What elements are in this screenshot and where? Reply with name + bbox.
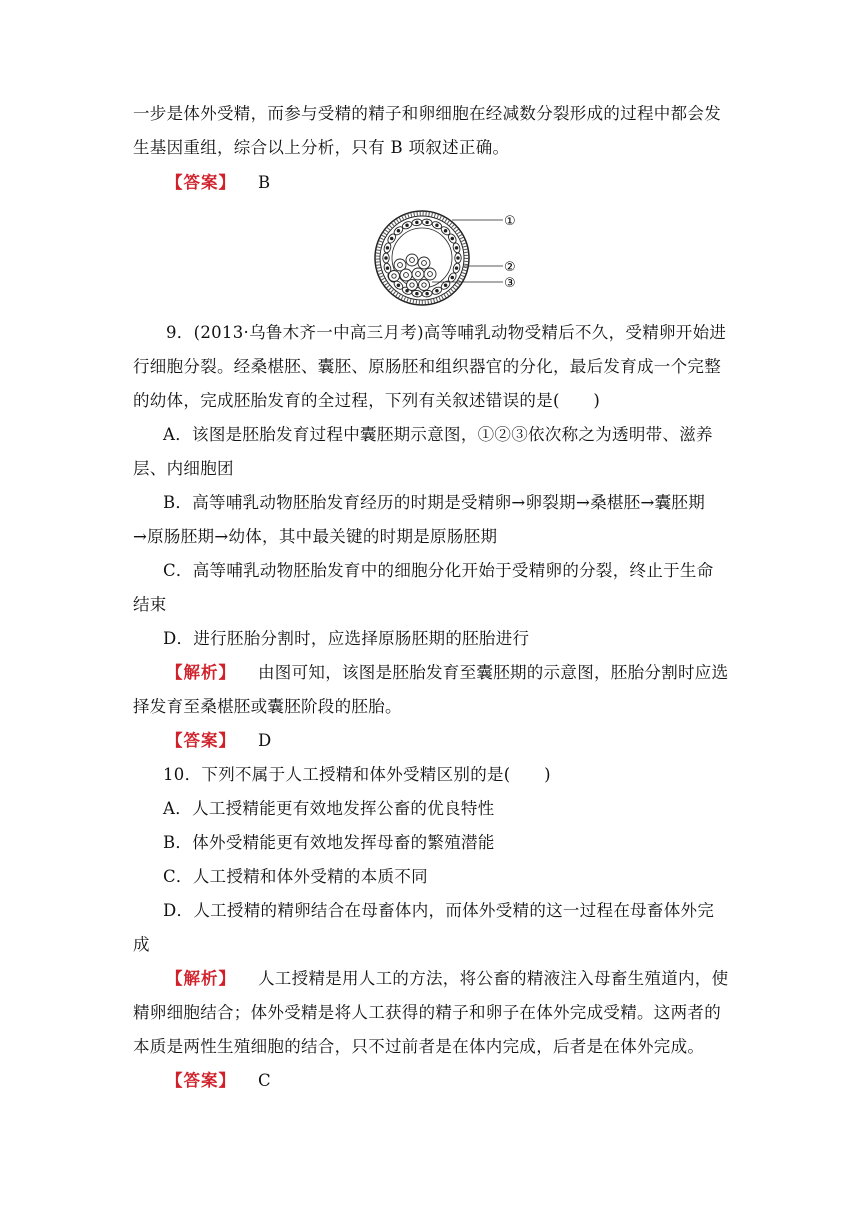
trophoblast-nucleus bbox=[390, 237, 393, 240]
answer-tag: 【答案】 bbox=[166, 731, 236, 750]
q10-option-d-line-2: 成 bbox=[133, 935, 150, 954]
q9-option-a-line-2: 层、内细胞团 bbox=[133, 459, 234, 478]
q9-answer-value: D bbox=[258, 731, 272, 750]
q9-option-c-line-2: 结束 bbox=[133, 595, 167, 614]
trophoblast-nucleus bbox=[455, 267, 458, 270]
trophoblast-nucleus bbox=[436, 289, 439, 292]
trophoblast-nucleus bbox=[397, 229, 400, 232]
q9-option-c-line-1: C．高等哺乳动物胚胎发育中的细胞分化开始于受精卵的分裂，终止于生命 bbox=[163, 561, 714, 580]
q9-stem-line-3: 的幼体，完成胚胎发育的全过程，下列有关叙述错误的是( ) bbox=[133, 391, 601, 410]
trophoblast-nucleus bbox=[451, 237, 454, 240]
q9-option-b-line-1: B．高等哺乳动物胚胎发育经历的时期是受精卵→卵裂期→桑椹胚→囊胚期 bbox=[163, 493, 706, 512]
trophoblast-nucleus bbox=[397, 284, 400, 287]
trophoblast-nucleus bbox=[385, 257, 388, 260]
q9-analysis-text: 由图可知，该图是胚胎发育至囊胚期的示意图，胚胎分割时应选 bbox=[258, 663, 729, 682]
trophoblast-nucleus bbox=[444, 284, 447, 287]
figure-label-1: ① bbox=[504, 214, 516, 229]
q10-option-a: A．人工授精能更有效地发挥公畜的优良特性 bbox=[163, 799, 495, 818]
q9-analysis-line-1 bbox=[133, 656, 731, 690]
q10-analysis-line-2: 精卵细胞结合；体外受精是将人工获得的精子和卵子在体外完成受精。这两者的 bbox=[133, 1003, 721, 1022]
trophoblast-nucleus bbox=[444, 229, 447, 232]
trophoblast-nucleus bbox=[416, 292, 419, 295]
q10-analysis-text: 人工授精是用人工的方法，将公畜的精液注入母畜生殖道内，使 bbox=[258, 969, 729, 988]
explanation-line-1: 一步是体外受精，而参与受精的精子和卵细胞在经减数分裂形成的过程中都会发 bbox=[133, 104, 721, 123]
q9-option-a-line-1: A．该图是胚胎发育过程中囊胚期示意图，①②③依次称之为透明带、滋养 bbox=[163, 425, 713, 444]
q9-stem-line-1: 9．(2013·乌鲁木齐一中高三月考)高等哺乳动物受精后不久，受精卵开始进 bbox=[166, 323, 727, 342]
q10-option-c: C．人工授精和体外受精的本质不同 bbox=[163, 867, 428, 886]
trophoblast-nucleus bbox=[386, 247, 389, 250]
answer-tag: 【答案】 bbox=[166, 173, 236, 192]
q10-answer-value: C bbox=[258, 1071, 271, 1090]
trophoblast-nucleus bbox=[451, 276, 454, 279]
trophoblast-nucleus bbox=[386, 267, 389, 270]
analysis-tag: 【解析】 bbox=[166, 969, 236, 988]
analysis-tag: 【解析】 bbox=[166, 663, 236, 682]
trophoblast-nucleus bbox=[406, 289, 409, 292]
answer-8-value: B bbox=[258, 173, 271, 192]
blastocyst-figure bbox=[370, 203, 530, 313]
explanation-line-2: 生基因重组，综合以上分析，只有 B 项叙述正确。 bbox=[133, 138, 510, 157]
q10-analysis-line-3: 本质是两性生殖细胞的结合，只不过前者是在体内完成，后者是在体外完成。 bbox=[133, 1037, 705, 1056]
q9-analysis-line-2: 择发育至桑椹胚或囊胚阶段的胚胎。 bbox=[133, 697, 402, 716]
q10-stem: 10．下列不属于人工授精和体外受精区别的是( ) bbox=[163, 765, 551, 784]
trophoblast-nucleus bbox=[457, 257, 460, 260]
q9-answer-row bbox=[133, 724, 731, 758]
q10-option-b: B．体外受精能更有效地发挥母畜的繁殖潜能 bbox=[163, 833, 495, 852]
q9-stem-line-2: 行细胞分裂。经桑椹胚、囊胚、原肠胚和组织器官的分化，最后发育成一个完整 bbox=[133, 357, 721, 376]
answer-8-row bbox=[133, 166, 731, 200]
q10-option-d-line-1: D．人工授精的精卵结合在母畜体内，而体外受精的这一过程在母畜体外完 bbox=[163, 901, 715, 920]
trophoblast-nucleus bbox=[455, 247, 458, 250]
q10-analysis-line-1 bbox=[133, 962, 731, 996]
trophoblast-nucleus bbox=[426, 221, 429, 224]
q9-option-b-line-2: →原肠胚期→幼体，其中最关键的时期是原肠胚期 bbox=[133, 527, 498, 546]
q10-answer-row bbox=[133, 1064, 731, 1098]
figure-label-2: ② bbox=[504, 260, 516, 275]
trophoblast-nucleus bbox=[426, 292, 429, 295]
trophoblast-nucleus bbox=[416, 221, 419, 224]
q9-option-d: D．进行胚胎分割时，应选择原肠胚期的胚胎进行 bbox=[163, 629, 530, 648]
answer-tag: 【答案】 bbox=[166, 1071, 236, 1090]
figure-label-3: ③ bbox=[504, 276, 516, 291]
trophoblast-nucleus bbox=[406, 224, 409, 227]
trophoblast-nucleus bbox=[436, 224, 439, 227]
